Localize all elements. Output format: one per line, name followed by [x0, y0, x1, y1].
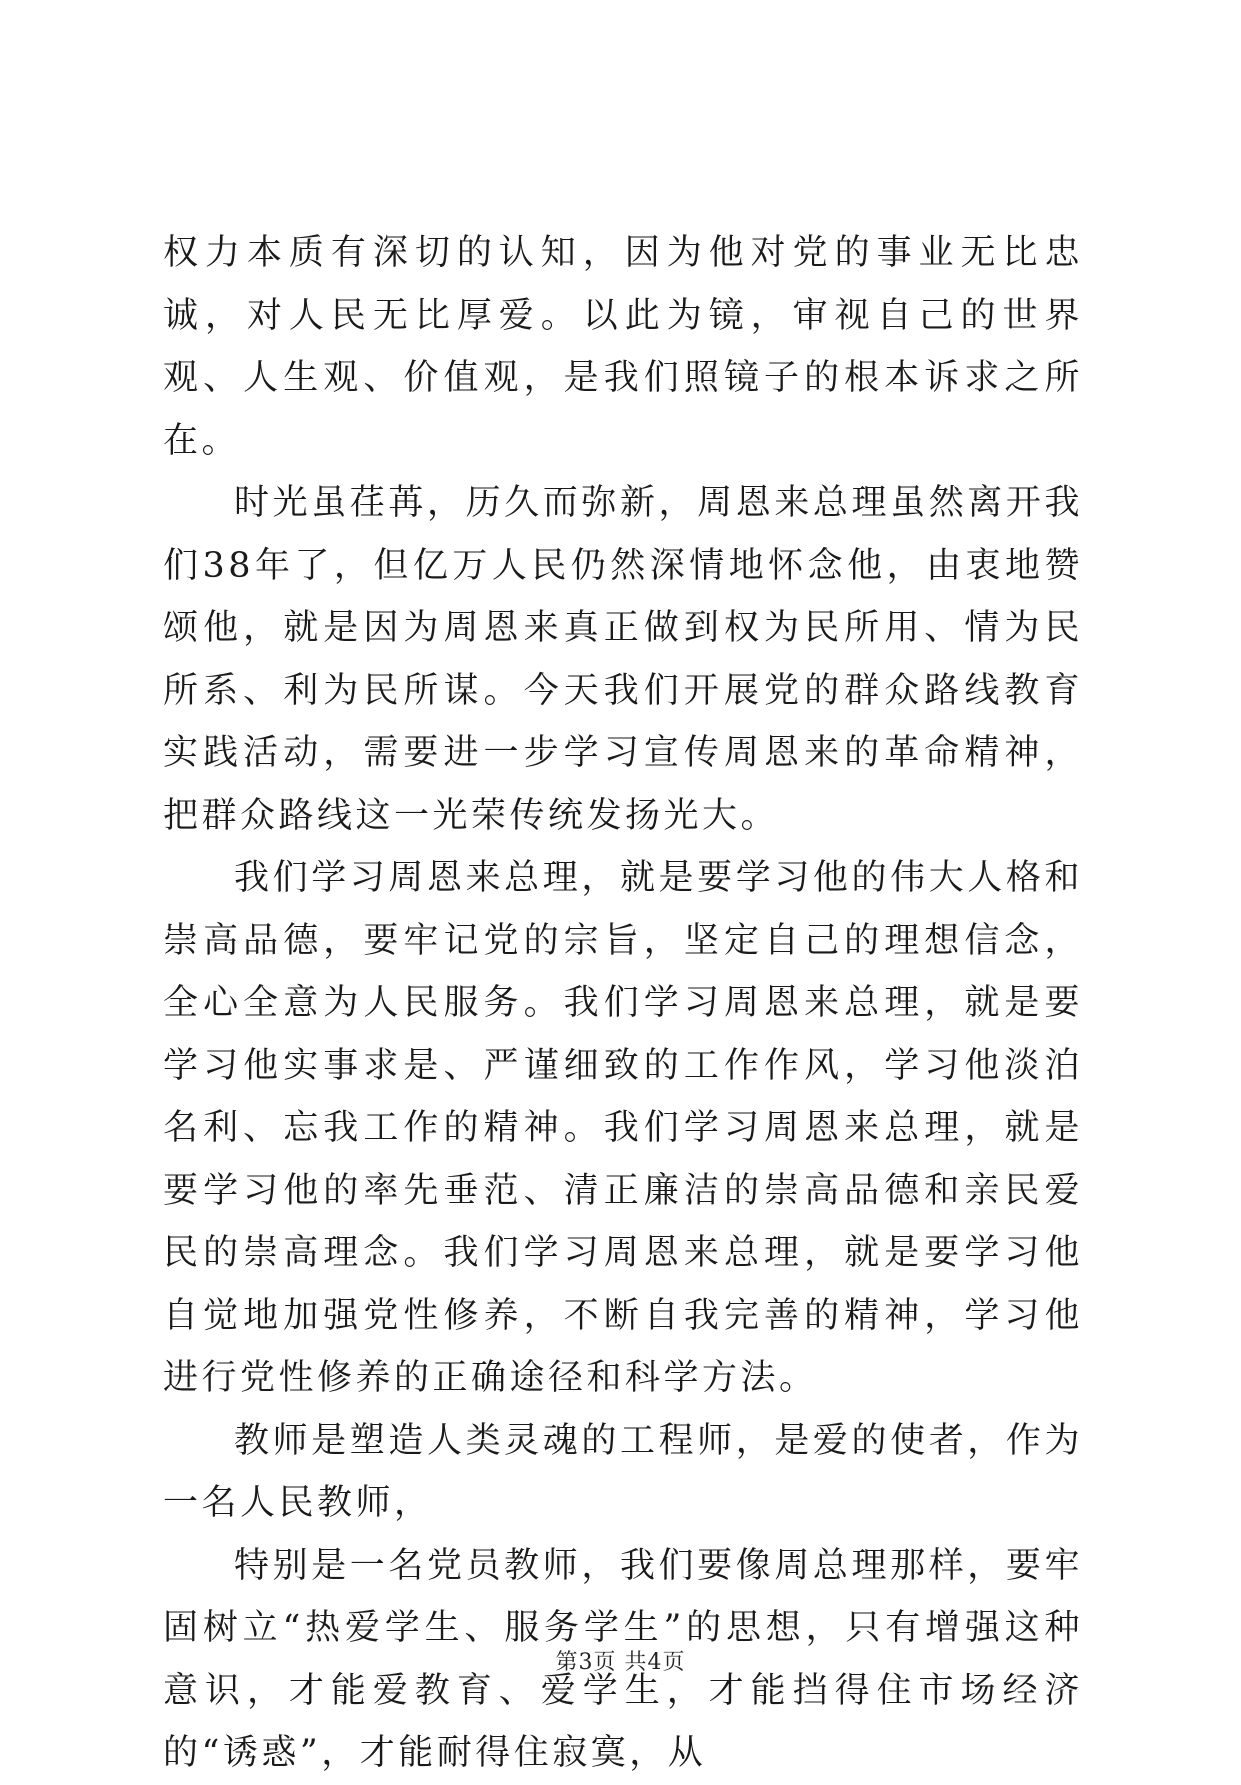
document-body	[163, 222, 1083, 1785]
page-footer: 第3页 共4页	[555, 1650, 686, 1675]
paragraph-4: 教师是塑造人类灵魂的工程师，是爱的使者，作为一名人民教师，	[163, 1420, 1083, 1523]
paragraph-3: 我们学习周恩来总理，就是要学习他的伟大人格和崇高品德，要牢记党的宗旨，坚定自己的理想信念，全心全意为人民服务。我们学习周恩来总理，就是要学习他实事求是、严谨细致的工作作风，学习他淡泊名利、忘我工作的精神。我们学习周恩来总理，就是要学习他的率先垂范、清正廉洁的崇高品德和亲民爱民的崇高理念。我们学习周恩来总理，就是要学习他自觉地加强党性修养，不断自我完善的精神，学习他进行党性修养的正确途径和科学方法。	[163, 858, 1083, 1398]
paragraph-2: 时光虽荏苒，历久而弥新，周恩来总理虽然离开我们38年了，但亿万人民仍然深情地怀念他，由衷地赞颂他，就是因为周恩来真正做到权为民所用、情为民所系、利为民所谋。今天我们开展党的群众路线教育实践活动，需要进一步学习宣传周恩来的革命精神，把群众路线这一光荣传统发扬光大。	[163, 483, 1083, 836]
paragraph-1: 权力本质有深切的认知，因为他对党的事业无比忠诚，对人民无比厚爱。以此为镜，审视自己的世界观、人生观、价值观，是我们照镜子的根本诉求之所在。	[163, 233, 1083, 461]
paragraph-5: 特别是一名党员教师，我们要像周总理那样，要牢固树立“热爱学生、服务学生”的思想，只有增强这种意识，才能爱教育、爱学生，才能挡得住市场经济的“诱惑”，才能耐得住寂寞，从	[163, 1545, 1083, 1773]
